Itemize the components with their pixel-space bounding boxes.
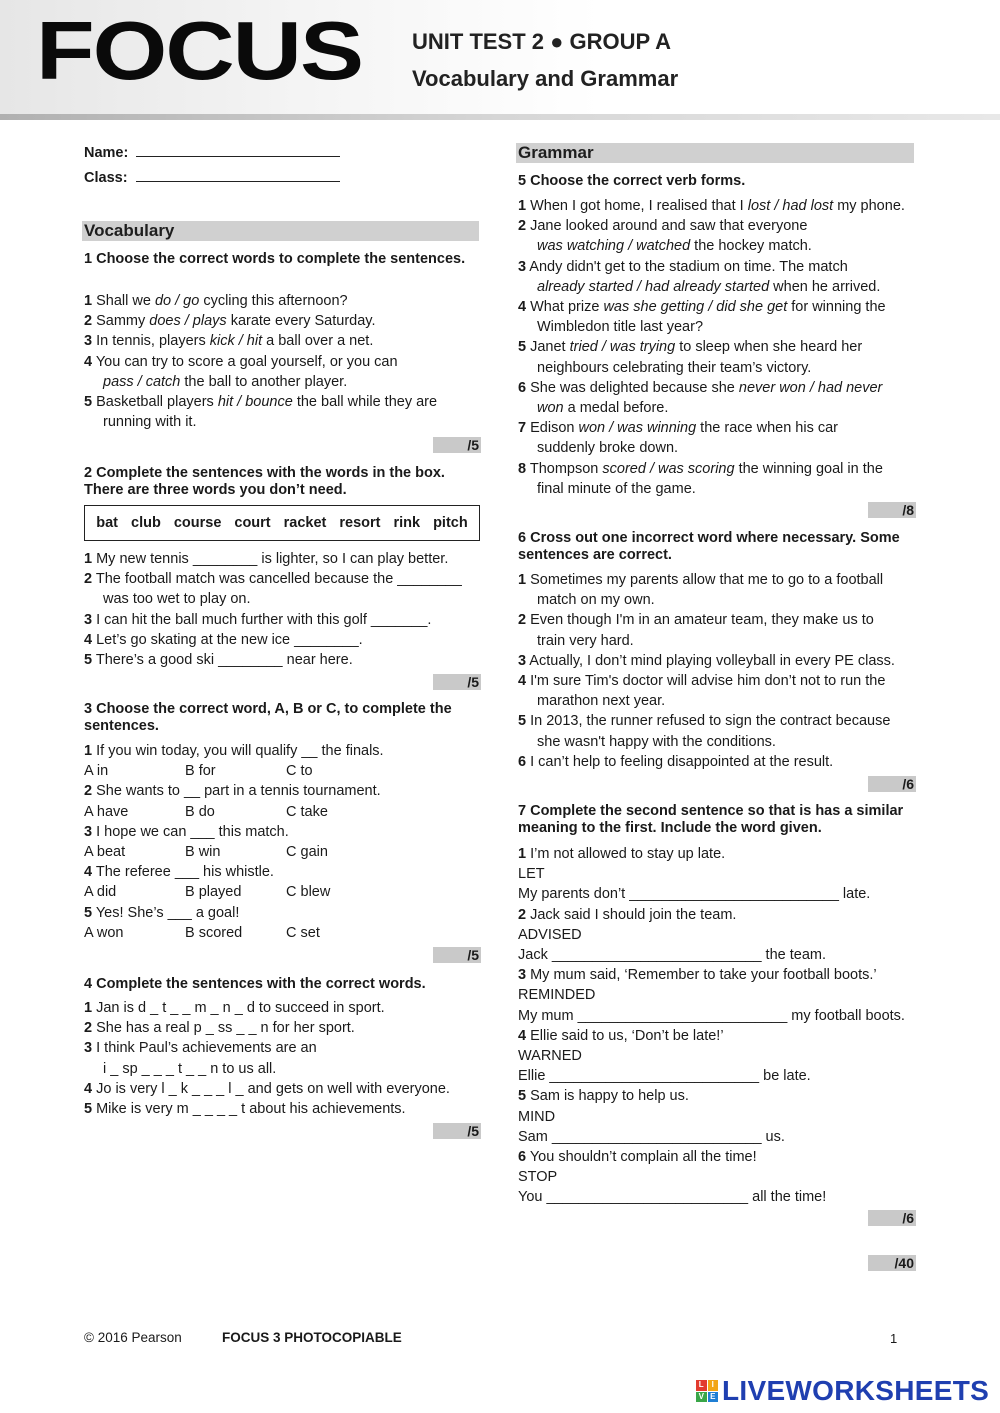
answer-options[interactable]: does / plays: [149, 313, 227, 330]
item-number: 4: [84, 864, 93, 881]
item-text: You can try to score a goal yourself, or you can: [92, 353, 398, 370]
word-box: [84, 505, 480, 541]
total-score: /40: [868, 1255, 916, 1271]
task7-item: [518, 1108, 555, 1126]
unit-subtitle: Vocabulary and Grammar: [412, 66, 679, 91]
name-label: Name:: [84, 145, 129, 161]
task1-item: [84, 393, 437, 411]
item-text: The football match was cancelled because the ________: [92, 571, 462, 588]
task5-item: [518, 419, 838, 437]
option-a[interactable]: A did: [84, 884, 117, 901]
item-text: My mum said, ‘Remember to take your football boots.’: [526, 967, 877, 984]
task1-item: [84, 332, 373, 350]
task4-item: [84, 1060, 276, 1078]
task7-item: [518, 1188, 826, 1206]
task3-question: [84, 863, 274, 881]
task1-item: [84, 312, 376, 330]
task5-item: [518, 480, 696, 498]
item-text: train very hard.: [537, 632, 634, 649]
item-text: MIND: [518, 1108, 556, 1125]
item-text: There’s a good ski ________ near here.: [92, 652, 353, 668]
item-text: Sometimes my parents allow that me to go to a football: [526, 572, 884, 588]
task5-item: [518, 298, 886, 316]
task4-item: [84, 1039, 317, 1057]
answer-options[interactable]: tried / was trying: [569, 339, 676, 356]
option-b[interactable]: B for: [185, 763, 216, 780]
option-c[interactable]: C take: [286, 803, 328, 820]
word-box-item: racket: [283, 515, 327, 531]
item-text: In 2013, the runner refused to sign the contract because: [526, 713, 891, 730]
class-label: Class:: [84, 170, 128, 186]
item-number: 3: [518, 967, 527, 984]
word-box-item: pitch: [433, 515, 468, 531]
task1-item: [84, 353, 398, 371]
item-text: Ellie said to us, ‘Don’t be late!’: [526, 1027, 724, 1044]
icon-tile: V: [696, 1392, 707, 1403]
task5-item: [518, 237, 812, 255]
grammar-heading: Grammar: [516, 143, 914, 163]
item-number: 2: [84, 313, 93, 330]
task7-item: [518, 1128, 785, 1146]
task7-item: [518, 946, 826, 964]
item-text: Mike is very m _ _ _ _ t about his achievements.: [92, 1101, 406, 1117]
task4-item: [84, 999, 385, 1017]
item-number: 2: [518, 218, 527, 235]
item-text: Sam is happy to help us.: [526, 1088, 689, 1105]
task5-item: [518, 399, 668, 417]
task3-score: /5: [433, 947, 481, 963]
task3-options: [84, 762, 387, 780]
option-c[interactable]: C to: [286, 763, 313, 780]
item-number: 4: [518, 1027, 527, 1044]
task1-item: [84, 373, 347, 391]
task3-question: [84, 823, 289, 841]
liveworksheets-logo[interactable]: [696, 1375, 989, 1407]
item-text: the hockey match.: [690, 238, 812, 255]
item-text: Jack said I should join the team.: [526, 906, 737, 923]
item-text: Shall we: [92, 293, 155, 309]
item-text: My mum __________________________ my football boots.: [518, 1007, 905, 1024]
class-field[interactable]: [84, 169, 340, 186]
task5-score: /8: [868, 502, 916, 518]
item-text: marathon next year.: [537, 693, 666, 710]
task7-item: [518, 885, 870, 903]
item-number: 4: [518, 673, 527, 689]
option-b[interactable]: B played: [185, 884, 242, 901]
item-text: What prize: [526, 299, 604, 315]
task7-item: [518, 1047, 582, 1065]
item-number: 1: [84, 293, 93, 309]
task6-item: [518, 733, 776, 751]
header-rule: [0, 114, 1000, 120]
task7-item: [518, 1087, 689, 1105]
task5-item: [518, 258, 848, 276]
icon-tile: I: [708, 1380, 719, 1391]
liveworksheets-icon: [696, 1380, 718, 1402]
item-text: Let’s go skating at the new ice ________.: [92, 631, 363, 648]
item-number: 3: [518, 652, 527, 669]
item-number: 3: [84, 611, 93, 628]
option-c[interactable]: C set: [286, 924, 320, 941]
answer-options[interactable]: hit / bounce: [217, 394, 293, 410]
answer-options[interactable]: was watching / watched: [537, 238, 691, 255]
option-a[interactable]: A have: [84, 803, 129, 820]
task1-item: [84, 292, 348, 310]
option-c[interactable]: C blew: [286, 884, 331, 901]
task3-options: [84, 924, 387, 942]
item-text: I can’t help to feeling disappointed at the result.: [526, 753, 834, 770]
task7-item: [518, 926, 582, 944]
task2-instruction: 2 Complete the sentences with the words in the box. There are three words you don’t need.: [84, 465, 445, 498]
item-text: the ball while they are: [292, 394, 438, 410]
class-line[interactable]: [136, 169, 340, 182]
photocopiable-label: FOCUS 3 PHOTOCOPIABLE: [222, 1330, 402, 1345]
task7-item: [518, 865, 545, 883]
item-number: 2: [84, 571, 93, 588]
item-number: 6: [518, 1149, 527, 1165]
task5-item: [518, 197, 905, 215]
item-number: 2: [518, 612, 527, 629]
item-number: 5: [84, 394, 93, 410]
item-text: LET: [518, 866, 545, 883]
question-text: If you win today, you will qualify __ the finals.: [92, 743, 384, 759]
item-text: I’m not allowed to stay up late.: [526, 846, 726, 862]
task2-item: [84, 631, 363, 649]
item-number: 5: [84, 904, 93, 921]
question-text: She wants to __ part in a tennis tournament.: [92, 783, 381, 800]
item-text: was too wet to play on.: [103, 591, 251, 608]
item-text: Jane looked around and saw that everyone: [526, 218, 808, 235]
task6-item: [518, 591, 655, 609]
task3-options: [84, 803, 387, 821]
task1-instruction: 1 Choose the correct words to complete the sentences.: [84, 251, 466, 267]
item-text: Janet: [526, 339, 570, 356]
item-number: 3: [84, 333, 93, 350]
task3-options: [84, 883, 387, 901]
item-text: She has a real p _ ss _ _ n for her sport.: [92, 1020, 355, 1037]
item-text: Thompson: [526, 460, 603, 477]
item-text: Ellie __________________________ be late.: [518, 1068, 811, 1085]
item-text: the ball to another player.: [180, 373, 348, 390]
item-text: WARNED: [518, 1048, 582, 1064]
task3-instruction: 3 Choose the correct word, A, B or C, to complete the sentences.: [84, 701, 452, 734]
answer-options[interactable]: pass / catch: [103, 373, 181, 390]
task6-item: [518, 571, 883, 589]
item-number: 4: [84, 353, 93, 370]
item-text: ADVISED: [518, 926, 582, 943]
item-number: 1: [84, 743, 93, 759]
task7-item: [518, 1007, 905, 1025]
task4-item: [84, 1100, 406, 1118]
answer-options[interactable]: won / was winning: [578, 420, 697, 437]
focus-logo: FOCUS: [36, 4, 362, 97]
item-number: 6: [518, 379, 527, 396]
task7-item: [518, 906, 736, 924]
item-text: Wimbledon title last year?: [537, 319, 704, 336]
item-text: Edison: [526, 420, 579, 437]
item-text: Jack __________________________ the team.: [518, 947, 826, 963]
item-number: 5: [518, 713, 527, 730]
item-text: neighbours celebrating their team’s victory.: [537, 359, 812, 376]
item-number: 6: [518, 753, 527, 770]
question-text: The referee ___ his whistle.: [92, 864, 274, 881]
task6-item: [518, 692, 665, 710]
item-text: suddenly broke down.: [537, 440, 679, 457]
item-number: 2: [84, 783, 93, 800]
unit-title: UNIT TEST 2 ● GROUP A: [412, 29, 671, 54]
option-c[interactable]: C gain: [286, 844, 328, 860]
task7-score: /6: [868, 1210, 916, 1226]
item-number: 1: [518, 846, 527, 862]
answer-options[interactable]: never won / had never: [738, 379, 883, 396]
name-field[interactable]: [84, 144, 340, 161]
option-b[interactable]: B do: [185, 803, 215, 820]
task5-item: [518, 217, 807, 235]
option-a[interactable]: A in: [84, 763, 109, 780]
item-text: for winning the: [787, 299, 886, 315]
item-text: You shouldn’t complain all the time!: [526, 1149, 757, 1165]
task7-item: [518, 966, 877, 984]
item-text: STOP: [518, 1169, 558, 1186]
item-number: 2: [84, 1020, 93, 1037]
item-text: You _________________________ all the time!: [518, 1189, 827, 1206]
task2-item: [84, 550, 448, 568]
task2-item: [84, 570, 462, 588]
item-text: I'm sure Tim's doctor will advise him don’t not to run the: [526, 673, 886, 689]
item-number: 5: [84, 1101, 93, 1117]
item-text: When I got home, I realised that I: [526, 198, 748, 214]
task7-item: [518, 845, 725, 863]
item-number: 1: [84, 551, 93, 567]
task3-question: [84, 904, 239, 922]
task6-item: [518, 672, 885, 690]
item-text: the race when his car: [696, 420, 839, 437]
item-text: I can hit the ball much further with this golf _______.: [92, 611, 432, 628]
item-text: karate every Saturday.: [226, 313, 376, 330]
question-text: Yes! She’s ___ a goal!: [92, 904, 240, 921]
task6-item: [518, 632, 634, 650]
item-number: 4: [84, 631, 93, 648]
answer-options[interactable]: was she getting / did she get: [603, 299, 788, 315]
task7-item: [518, 986, 595, 1004]
task7-item: [518, 1027, 724, 1045]
answer-options[interactable]: lost / had lost: [747, 198, 834, 214]
task2-score: /5: [433, 674, 481, 690]
icon-tile: L: [696, 1380, 707, 1391]
item-text: Andy didn't get to the stadium on time. The match: [526, 258, 848, 275]
task6-score: /6: [868, 776, 916, 792]
item-text: a medal before.: [563, 400, 669, 416]
task5-item: [518, 318, 703, 336]
item-text: Sammy: [92, 313, 150, 330]
item-text: cycling this afternoon?: [199, 293, 348, 309]
task6-item: [518, 652, 895, 670]
task5-item: [518, 379, 882, 397]
answer-options[interactable]: already started / had already started: [537, 278, 770, 295]
item-number: 2: [518, 906, 527, 923]
task7-item: [518, 1168, 557, 1186]
task7-instruction: 7 Complete the second sentence so that is has a similar meaning to the first. Include the word given.: [518, 803, 904, 836]
option-b[interactable]: B win: [185, 844, 221, 860]
page-number: 1: [890, 1331, 898, 1346]
item-number: 3: [84, 823, 93, 840]
item-text: I think Paul’s achievements are an: [92, 1040, 317, 1057]
item-number: 3: [518, 258, 527, 275]
task3-question: [84, 782, 381, 800]
item-number: 7: [518, 420, 527, 437]
task6-item: [518, 753, 833, 771]
item-text: Sam __________________________ us.: [518, 1128, 785, 1145]
word-box-item: bat: [96, 515, 119, 531]
task6-item: [518, 712, 890, 730]
item-number: 3: [84, 1040, 93, 1057]
task7-item: [518, 1148, 757, 1166]
task2-item: [84, 651, 353, 669]
item-text: In tennis, players: [92, 333, 210, 350]
item-text: She was delighted because she: [526, 379, 739, 396]
item-text: Jan is d _ t _ _ m _ n _ d to succeed in sport.: [92, 1000, 385, 1016]
item-text: Basketball players: [92, 394, 218, 410]
word-box-item: court: [234, 515, 271, 531]
task5-item: [518, 359, 811, 377]
task2-item: [84, 611, 431, 629]
answer-options[interactable]: kick / hit: [209, 333, 263, 350]
item-number: 1: [518, 198, 527, 214]
task7-item: [518, 1067, 811, 1085]
option-a[interactable]: A won: [84, 924, 124, 941]
task6-item: [518, 611, 874, 629]
question-text: I hope we can ___ this match.: [92, 823, 289, 840]
answer-options[interactable]: scored / was scoring: [602, 460, 735, 477]
vocabulary-heading: Vocabulary: [82, 221, 479, 241]
item-text: the winning goal in the: [734, 460, 883, 477]
item-number: 4: [518, 299, 527, 315]
task2-item: [84, 590, 251, 608]
item-text: Jo is very l _ k _ _ _ l _ and gets on well with everyone.: [92, 1080, 450, 1097]
answer-options[interactable]: do / go: [154, 293, 200, 309]
word-box-item: club: [131, 515, 161, 531]
task4-item: [84, 1019, 355, 1037]
task6-instruction: 6 Cross out one incorrect word where necessary. Some sentences are correct.: [518, 530, 900, 563]
name-line[interactable]: [136, 144, 340, 157]
item-text: My parents don’t __________________________ late.: [518, 886, 871, 903]
task5-instruction: 5 Choose the correct verb forms.: [518, 173, 746, 189]
item-text: Even though I'm in an amateur team, they make us to: [526, 612, 874, 629]
item-number: 5: [518, 339, 527, 356]
item-text: my phone.: [833, 198, 905, 214]
item-text: to sleep when she heard her: [675, 339, 863, 356]
copyright: © 2016 Pearson: [84, 1330, 182, 1345]
option-a[interactable]: A beat: [84, 844, 126, 860]
answer-options[interactable]: won: [537, 400, 564, 416]
task5-item: [518, 439, 678, 457]
task5-item: [518, 338, 862, 356]
item-number: 1: [518, 572, 527, 588]
icon-tile: E: [708, 1392, 719, 1403]
item-text: she wasn't happy with the conditions.: [537, 733, 776, 750]
item-text: My new tennis ________ is lighter, so I can play better.: [92, 551, 449, 567]
task3-question: [84, 742, 384, 760]
item-text: final minute of the game.: [537, 480, 696, 497]
item-text: when he arrived.: [769, 278, 881, 295]
liveworksheets-brand: LIVEWORKSHEETS: [722, 1375, 990, 1406]
task5-item: [518, 460, 883, 478]
task1-item: [84, 413, 197, 431]
item-number: 1: [84, 1000, 93, 1016]
task5-item: [518, 278, 880, 296]
item-text: REMINDED: [518, 987, 596, 1004]
item-text: i _ sp _ _ _ t _ _ n to us all.: [103, 1060, 277, 1077]
word-box-item: course: [173, 515, 222, 531]
task4-score: /5: [433, 1123, 481, 1139]
word-box-item: rink: [393, 515, 421, 531]
task3-options: [84, 843, 387, 861]
item-text: match on my own.: [537, 592, 655, 609]
item-number: 5: [84, 652, 93, 668]
item-text: Actually, I don’t mind playing volleyball in every PE class.: [526, 652, 895, 669]
item-text: running with it.: [103, 414, 197, 431]
item-number: 8: [518, 460, 527, 477]
task1-score: /5: [433, 437, 481, 453]
option-b[interactable]: B scored: [185, 924, 243, 941]
task4-instruction: 4 Complete the sentences with the correct words.: [84, 976, 426, 992]
item-number: 5: [518, 1088, 527, 1105]
word-box-item: resort: [339, 515, 381, 531]
task4-item: [84, 1080, 450, 1098]
item-text: a ball over a net.: [262, 333, 374, 350]
item-number: 4: [84, 1080, 93, 1097]
